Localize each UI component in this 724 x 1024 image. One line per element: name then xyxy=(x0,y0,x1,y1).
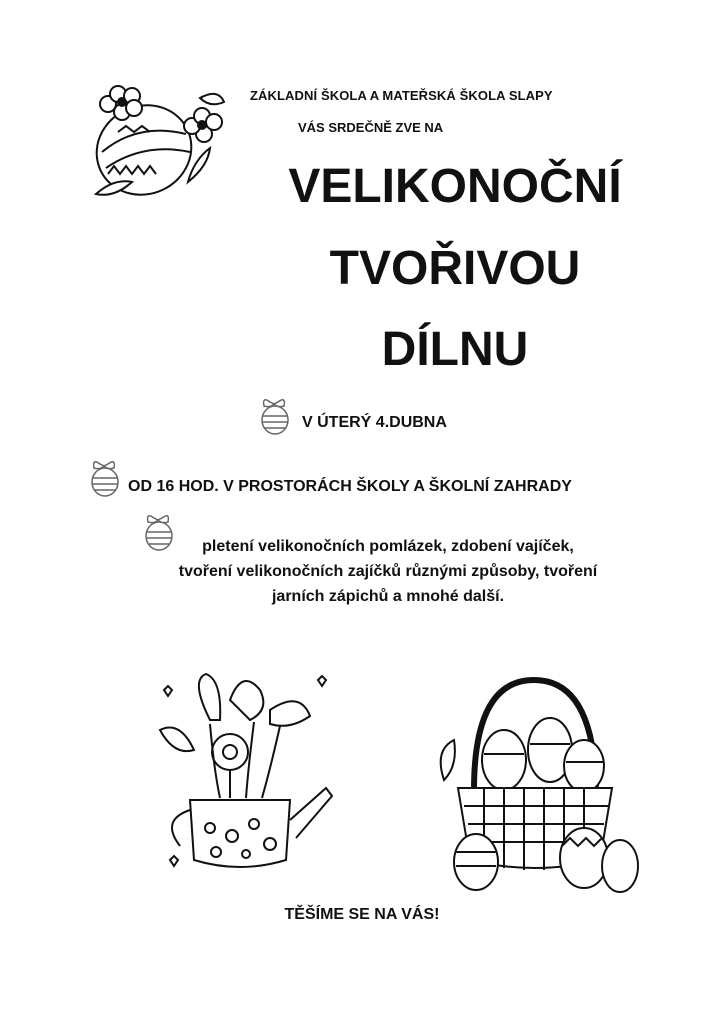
event-date: V ÚTERÝ 4.DUBNA xyxy=(302,414,447,431)
watering-can-flowers-icon xyxy=(150,660,340,890)
title-line-1: VELIKONOČNÍ xyxy=(288,160,622,213)
invite-text: VÁS SRDEČNĚ ZVE NA xyxy=(298,120,444,135)
school-name: ZÁKLADNÍ ŠKOLA A MATEŘSKÁ ŠKOLA SLAPY xyxy=(250,88,553,103)
activities-line: tvoření velikonočních zajíčků různými způsoby, tvoření xyxy=(178,563,598,580)
decorated-egg-bow-icon xyxy=(256,394,296,436)
title-line-3: DÍLNU xyxy=(381,323,529,376)
event-time-place: OD 16 HOD. V PROSTORÁCH ŠKOLY A ŠKOLNÍ ZAHRADY xyxy=(128,478,572,495)
decorated-egg-bow-icon xyxy=(86,456,126,498)
activities-line: pletení velikonočních pomlázek, zdobení vajíček, xyxy=(202,538,574,555)
title-line-2: TVOŘIVOU xyxy=(329,242,581,295)
easter-egg-flowers-icon xyxy=(78,82,228,212)
activities-text xyxy=(118,534,658,609)
closing-message: TĚŠÍME SE NA VÁS! xyxy=(284,906,440,923)
easter-basket-eggs-icon xyxy=(424,670,644,900)
activities-line: jarních zápichů a mnohé další. xyxy=(271,588,505,605)
